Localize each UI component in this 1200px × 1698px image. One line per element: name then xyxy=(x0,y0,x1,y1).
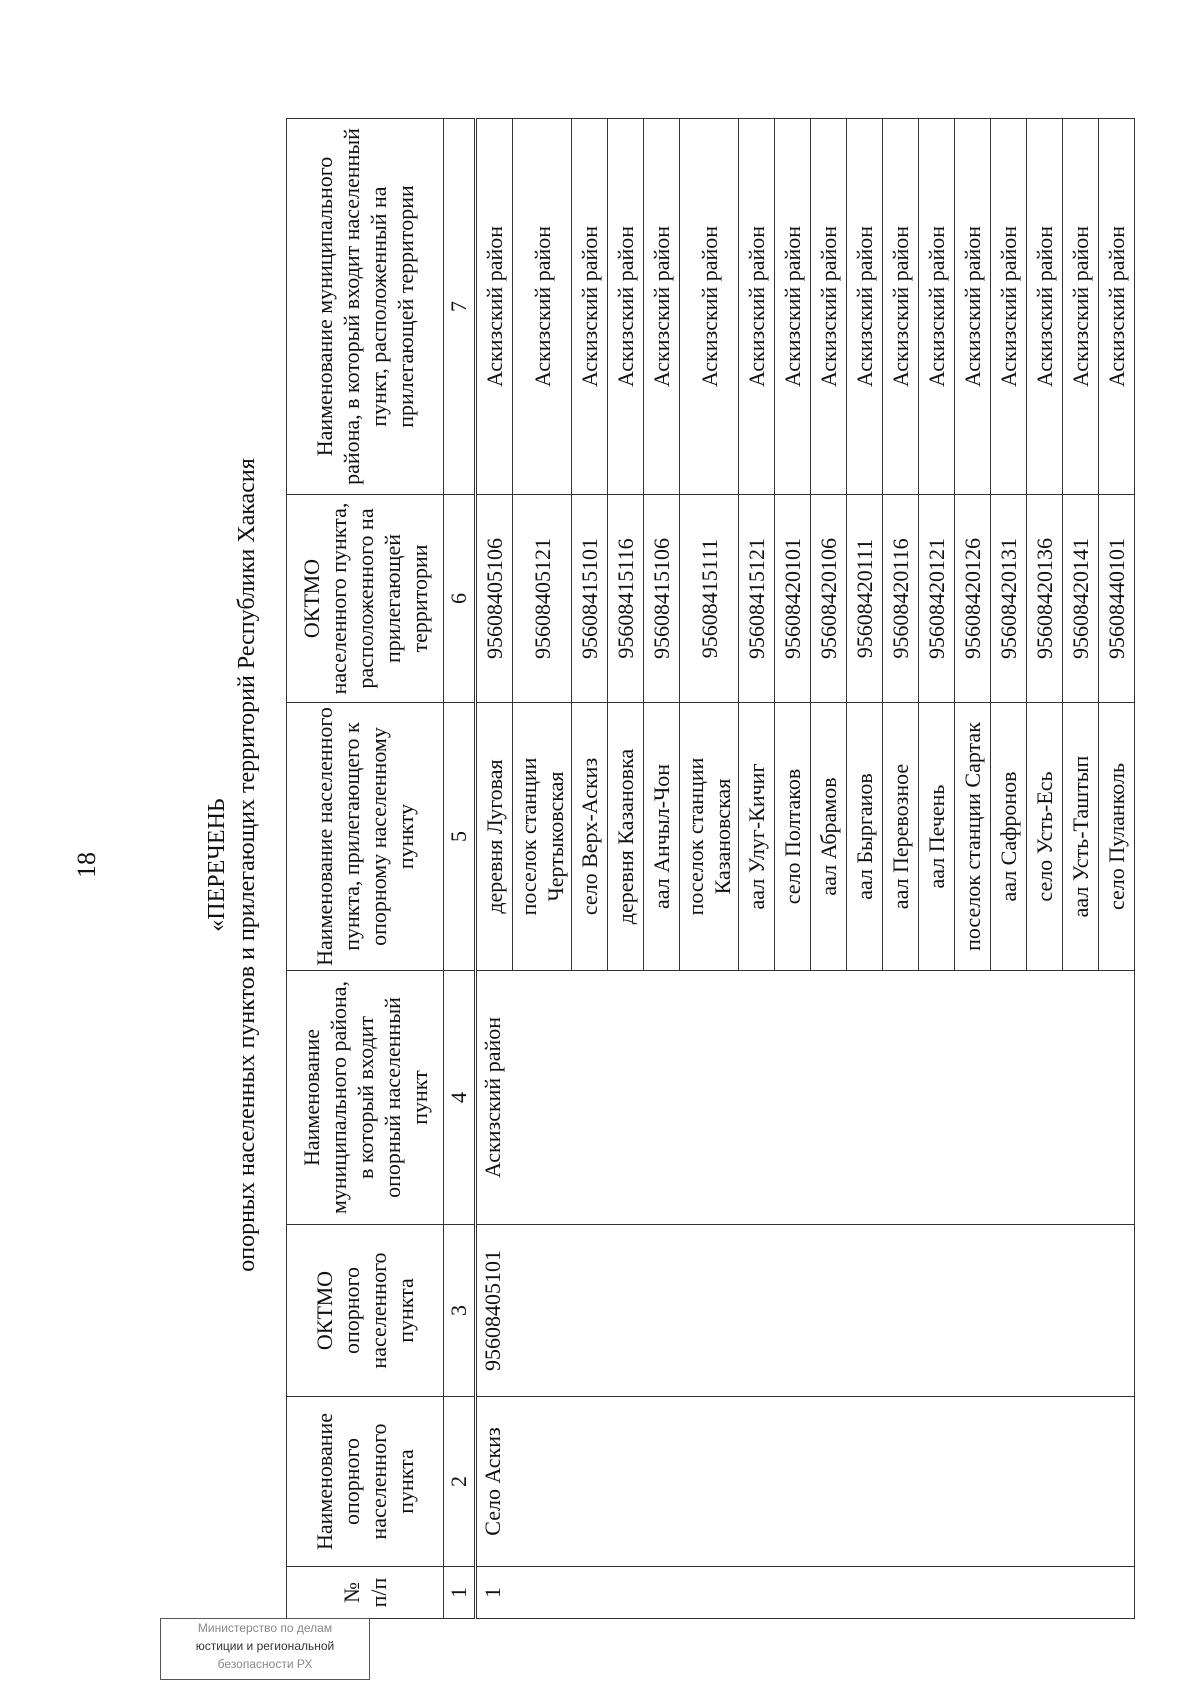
column-number: 7 xyxy=(444,119,476,495)
row-district: Аскизский район xyxy=(680,119,739,495)
row-oktmo: 95608420116 xyxy=(883,495,919,703)
row-district: Аскизский район xyxy=(513,119,572,495)
row-name: аал Улуг-Кичиг xyxy=(739,703,775,971)
support-name: Село Аскиз xyxy=(476,1397,1135,1567)
row-district: Аскизский район xyxy=(572,119,608,495)
row-oktmo: 95608405106 xyxy=(476,495,513,703)
row-name: аал Перевозное xyxy=(883,703,919,971)
row-oktmo: 95608415111 xyxy=(680,495,739,703)
settlements-table xyxy=(286,118,1135,1619)
row-district: Аскизский район xyxy=(991,119,1027,495)
header-cell: Наименование опорного населенного пункта xyxy=(287,1397,444,1567)
row-oktmo: 95608420131 xyxy=(991,495,1027,703)
column-number: 1 xyxy=(444,1567,476,1619)
row-district: Аскизский район xyxy=(739,119,775,495)
stamp-line: юстиции и региональной xyxy=(195,1639,335,1653)
document-subtitle: опорных населенных пунктов и прилегающих территорий Республики Хакасия xyxy=(234,458,260,1272)
row-oktmo: 95608405121 xyxy=(513,495,572,703)
page-number: 18 xyxy=(72,852,101,878)
row-district: Аскизский район xyxy=(608,119,644,495)
row-oktmo: 95608420141 xyxy=(1063,495,1099,703)
header-cell: Наименование населенного пункта, прилегающего к опорному населенному пункту xyxy=(287,703,444,971)
row-name: село Усть-Есь xyxy=(1027,703,1063,971)
row-name: аал Анчыл-Чон xyxy=(644,703,680,971)
row-oktmo: 95608420126 xyxy=(955,495,991,703)
row-district: Аскизский район xyxy=(775,119,811,495)
header-cell: Наименование муниципального района, в который входит опорный населенный пункт xyxy=(287,971,444,1225)
column-number-row xyxy=(444,119,476,1619)
group-number: 1 xyxy=(476,1567,1135,1619)
row-oktmo: 95608420111 xyxy=(847,495,883,703)
support-district: Аскизский район xyxy=(476,971,1135,1225)
row-district: Аскизский район xyxy=(811,119,847,495)
row-district: Аскизский район xyxy=(955,119,991,495)
row-name: аал Сафронов xyxy=(991,703,1027,971)
row-district: Аскизский район xyxy=(1063,119,1099,495)
row-name: аал Усть-Таштып xyxy=(1063,703,1099,971)
row-oktmo: 95608415121 xyxy=(739,495,775,703)
row-name: аал Печень xyxy=(919,703,955,971)
row-name: поселок станции Чертыковская xyxy=(513,703,572,971)
row-oktmo: 95608420101 xyxy=(775,495,811,703)
ministry-stamp xyxy=(160,1618,370,1680)
row-name: деревня Луговая xyxy=(476,703,513,971)
row-district: Аскизский район xyxy=(1027,119,1063,495)
row-district: Аскизский район xyxy=(476,119,513,495)
row-district: Аскизский район xyxy=(644,119,680,495)
header-row xyxy=(287,119,444,1619)
document-title: «ПЕРЕЧЕНЬ xyxy=(204,798,230,932)
row-name: поселок станции Казановская xyxy=(680,703,739,971)
rotated-content xyxy=(60,105,1129,1625)
column-number: 3 xyxy=(444,1225,476,1397)
row-oktmo: 95608440101 xyxy=(1099,495,1135,703)
row-name: село Полтаков xyxy=(775,703,811,971)
row-district: Аскизский район xyxy=(847,119,883,495)
row-name: поселок станции Сартак xyxy=(955,703,991,971)
header-cell: № п/п xyxy=(287,1567,444,1619)
column-number: 6 xyxy=(444,495,476,703)
header-cell: ОКТМО населенного пункта, расположенного на прилегающей территории xyxy=(287,495,444,703)
header-cell: ОКТМО опорного населенного пункта xyxy=(287,1225,444,1397)
row-oktmo: 95608420106 xyxy=(811,495,847,703)
row-district: Аскизский район xyxy=(1099,119,1135,495)
column-number: 5 xyxy=(444,703,476,971)
row-oktmo: 95608420136 xyxy=(1027,495,1063,703)
row-name: деревня Казановка xyxy=(608,703,644,971)
row-oktmo: 95608415101 xyxy=(572,495,608,703)
row-oktmo: 95608415116 xyxy=(608,495,644,703)
stamp-line: безопасности РХ xyxy=(217,1657,313,1671)
row-oktmo: 95608420121 xyxy=(919,495,955,703)
column-number: 4 xyxy=(444,971,476,1225)
row-name: аал Абрамов xyxy=(811,703,847,971)
column-number: 2 xyxy=(444,1397,476,1567)
row-name: село Пуланколь xyxy=(1099,703,1135,971)
row-district: Аскизский район xyxy=(883,119,919,495)
support-oktmo: 95608405101 xyxy=(476,1225,1135,1397)
row-name: село Верх-Аскиз xyxy=(572,703,608,971)
table-row xyxy=(476,119,513,1619)
header-cell: Наименование муниципального района, в который входит населенный пункт, расположенный на прилегающей территории xyxy=(287,119,444,495)
row-oktmo: 95608415106 xyxy=(644,495,680,703)
row-district: Аскизский район xyxy=(919,119,955,495)
stamp-line: Министерство по делам xyxy=(197,1621,333,1635)
row-name: аал Быргаиов xyxy=(847,703,883,971)
